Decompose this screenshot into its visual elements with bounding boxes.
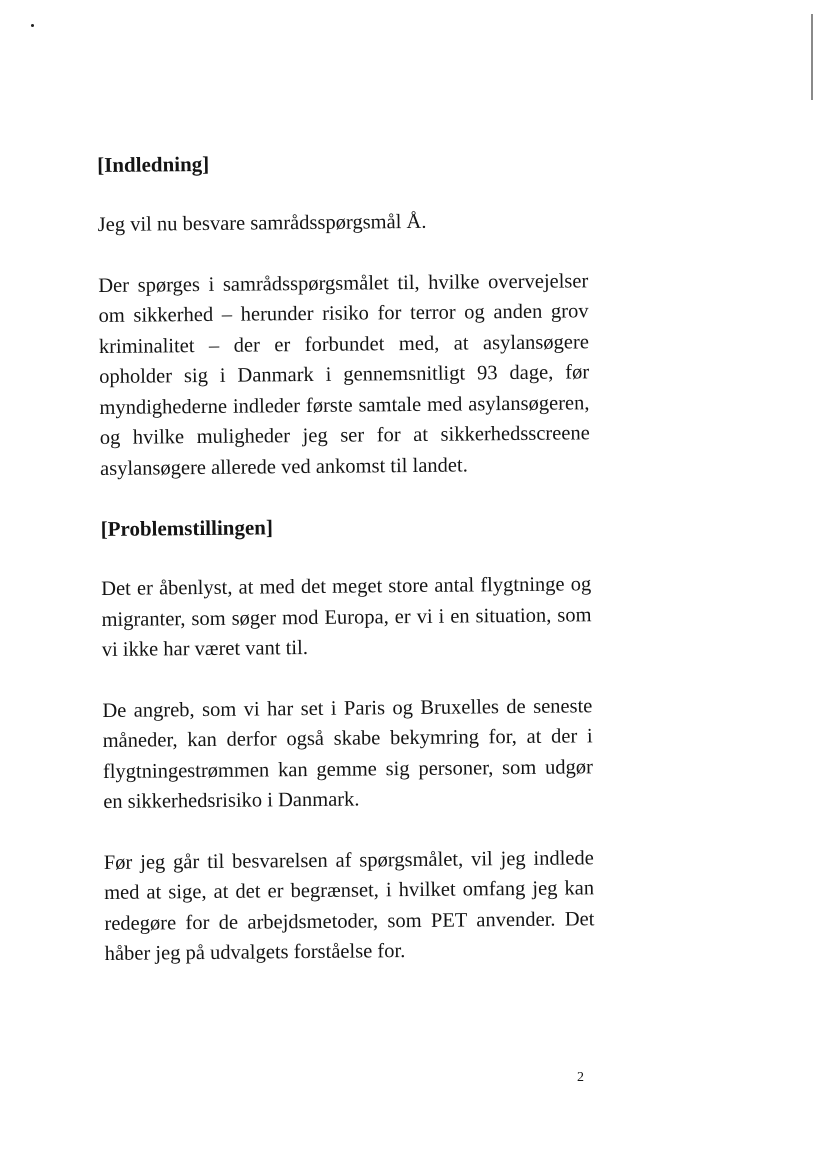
paragraph-situation: Det er åbenlyst, at med det meget store antal flygtninge og migranter, som søger mod Europa, er vi i en situation, som vi ikke har været vant til.	[101, 573, 592, 661]
scan-artifact-edge	[811, 14, 813, 100]
scan-artifact-dot	[31, 24, 34, 27]
page-number: 2	[577, 1070, 584, 1085]
section-heading-indledning: [Indledning]	[97, 151, 210, 177]
document-body	[97, 145, 595, 999]
paragraph-methods: Før jeg går til besvarelsen af spørgsmålet, vil jeg indlede med at sige, at det er begrænset, i hvilket omfang jeg kan redegøre for de arbejdsmetoder, som PET anvender. Det håber jeg på udvalgets forståelse for.	[103, 846, 595, 965]
paragraph-attacks: De angreb, som vi har set i Paris og Bruxelles de seneste måneder, kan derfor også skabe bekymring for, at der i flygtningestrømmen kan gemme sig personer, som udgør en sikkerhedsrisiko i Danmark.	[102, 694, 594, 813]
section-heading-problemstillingen: [Problemstillingen]	[100, 515, 274, 541]
paragraph-intro: Jeg vil nu besvare samrådsspørgsmål Å.	[97, 210, 427, 236]
paragraph-question: Der spørges i samrådsspørgsmålet til, hvilke overvejelser om sikkerhed – herunder risiko for terror og anden grov kriminalitet – der er forbundet med, at asylansøgere opholder sig i Danmark i gennemsnitligt 93 dage, før myndighederne indleder første samtale med asylansøgeren, og hvilke muligheder jeg ser for at sikkerhedsscreene asylansøgere allerede ved ankomst til landet.	[98, 269, 590, 480]
